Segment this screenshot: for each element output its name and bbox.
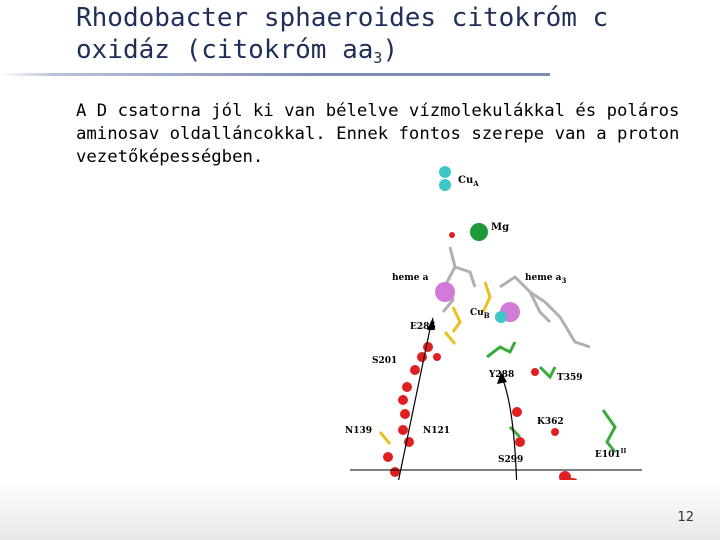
water-molecule bbox=[512, 407, 522, 417]
title-main: Rhodobacter sphaeroides citokróm c oxidáz (citokróm aa bbox=[76, 3, 609, 65]
body-text: A D csatorna jól ki van bélelve vízmolekulákkal és poláros aminosav oldalláncokkal. Ennek fontos szerepe van a proton vezetőképességben. bbox=[76, 101, 680, 167]
cub-sphere bbox=[495, 311, 507, 323]
label-e101: $E101^{II}$ bbox=[595, 448, 627, 460]
page-number: 12 bbox=[677, 510, 694, 525]
label-s201: S201 bbox=[372, 356, 398, 366]
cua-sphere bbox=[439, 166, 451, 178]
footer-band bbox=[0, 480, 720, 540]
heme-a-iron bbox=[435, 282, 455, 302]
slide-title bbox=[76, 2, 716, 74]
figure-background bbox=[325, 152, 642, 528]
title-end: ) bbox=[382, 35, 399, 65]
label-e286: E286 bbox=[410, 322, 436, 332]
label-s299: S299 bbox=[498, 455, 524, 465]
title-underline bbox=[0, 73, 550, 76]
cua-sphere bbox=[439, 179, 451, 191]
water-molecule bbox=[551, 428, 559, 436]
label-heme-a3: heme $a_3$ bbox=[525, 273, 567, 285]
cytochrome-oxidase-figure bbox=[325, 152, 642, 528]
mg-sphere bbox=[470, 223, 488, 241]
water-molecule bbox=[531, 368, 539, 376]
title-subscript: 3 bbox=[373, 49, 383, 67]
label-t359: T359 bbox=[557, 373, 583, 383]
label-n121: N121 bbox=[423, 426, 451, 436]
label-cua: $Cu_A$ bbox=[458, 175, 479, 188]
label-cub: $Cu_B$ bbox=[470, 308, 490, 320]
water-molecule bbox=[515, 437, 525, 447]
label-n139: N139 bbox=[345, 426, 373, 436]
label-y288: Y288 bbox=[489, 370, 515, 380]
label-heme-a: heme a bbox=[392, 273, 429, 283]
label-mg: Mg bbox=[491, 222, 510, 233]
water-molecule bbox=[449, 232, 455, 238]
label-k362: K362 bbox=[537, 417, 564, 427]
